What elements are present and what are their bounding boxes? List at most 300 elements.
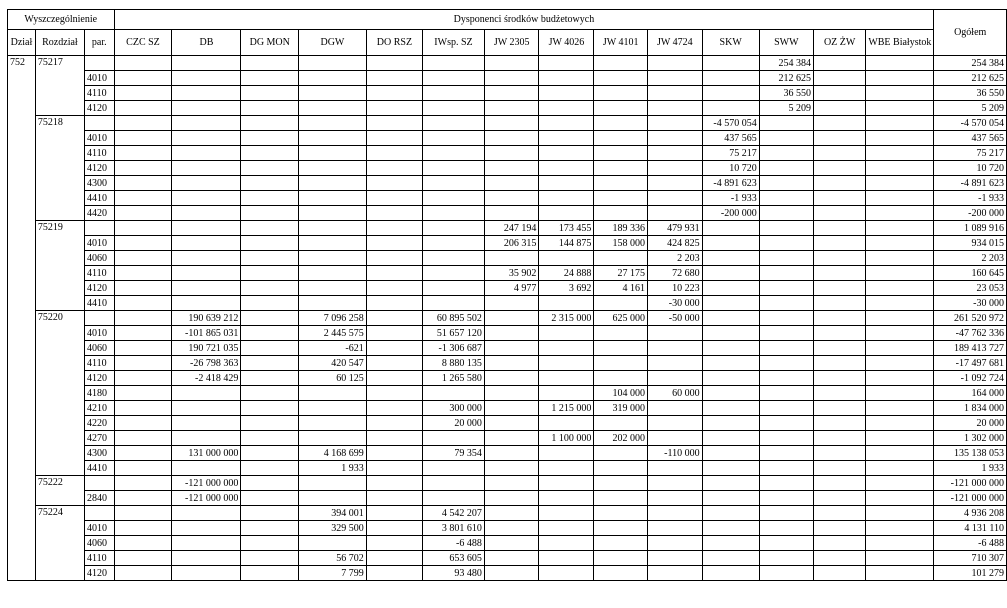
value-cell: 394 001 — [299, 506, 367, 521]
value-cell — [114, 266, 172, 281]
value-cell: 10 223 — [648, 281, 703, 296]
value-cell — [423, 146, 485, 161]
value-cell — [366, 176, 422, 191]
table-row — [8, 176, 1007, 191]
value-cell — [866, 476, 934, 491]
value-cell — [423, 296, 485, 311]
value-cell — [241, 56, 299, 71]
table-row — [8, 116, 1007, 131]
value-cell — [702, 506, 759, 521]
value-cell: 131 000 000 — [172, 446, 241, 461]
value-cell — [366, 506, 422, 521]
value-cell — [423, 131, 485, 146]
value-cell — [594, 416, 648, 431]
header-unit: DB — [172, 30, 241, 56]
value-cell — [172, 431, 241, 446]
value-cell — [241, 326, 299, 341]
value-cell — [484, 506, 539, 521]
value-cell — [366, 461, 422, 476]
value-cell — [366, 371, 422, 386]
value-cell — [484, 101, 539, 116]
value-cell — [648, 551, 703, 566]
rozdzial-cell: 75224 — [35, 506, 84, 581]
value-cell — [594, 161, 648, 176]
value-cell — [594, 461, 648, 476]
value-cell — [648, 431, 703, 446]
value-cell: 104 000 — [594, 386, 648, 401]
value-cell — [702, 566, 759, 581]
value-cell — [366, 191, 422, 206]
value-cell: 35 902 — [484, 266, 539, 281]
value-cell — [366, 161, 422, 176]
value-cell — [114, 236, 172, 251]
value-cell — [813, 461, 865, 476]
value-cell — [866, 251, 934, 266]
value-cell: -200 000 — [702, 206, 759, 221]
header-unit: IWsp. SZ — [423, 30, 485, 56]
value-cell — [241, 521, 299, 536]
value-cell — [702, 101, 759, 116]
value-cell — [114, 371, 172, 386]
value-cell — [423, 251, 485, 266]
value-cell — [172, 266, 241, 281]
total-cell: 189 413 727 — [934, 341, 1007, 356]
value-cell — [484, 476, 539, 491]
table-row — [8, 491, 1007, 506]
total-cell: 5 209 — [934, 101, 1007, 116]
value-cell — [299, 281, 367, 296]
value-cell — [866, 446, 934, 461]
value-cell: 3 801 610 — [423, 521, 485, 536]
value-cell — [241, 311, 299, 326]
total-cell: 23 053 — [934, 281, 1007, 296]
value-cell: 60 000 — [648, 386, 703, 401]
value-cell — [366, 521, 422, 536]
value-cell — [648, 101, 703, 116]
value-cell — [866, 116, 934, 131]
value-cell — [759, 281, 813, 296]
value-cell — [114, 281, 172, 296]
value-cell — [866, 566, 934, 581]
value-cell — [366, 206, 422, 221]
value-cell — [299, 491, 367, 506]
value-cell — [241, 131, 299, 146]
value-cell — [172, 521, 241, 536]
value-cell — [241, 281, 299, 296]
value-cell — [813, 536, 865, 551]
value-cell — [423, 161, 485, 176]
value-cell — [866, 56, 934, 71]
value-cell — [813, 521, 865, 536]
value-cell — [813, 281, 865, 296]
value-cell — [366, 476, 422, 491]
value-cell — [539, 101, 594, 116]
value-cell: 10 720 — [702, 161, 759, 176]
value-cell — [114, 461, 172, 476]
value-cell — [423, 176, 485, 191]
value-cell: 93 480 — [423, 566, 485, 581]
value-cell — [648, 131, 703, 146]
total-cell: -121 000 000 — [934, 491, 1007, 506]
value-cell — [299, 296, 367, 311]
value-cell — [114, 431, 172, 446]
value-cell — [866, 191, 934, 206]
value-cell — [114, 566, 172, 581]
table-row — [8, 71, 1007, 86]
table-row — [8, 221, 1007, 236]
value-cell — [813, 206, 865, 221]
value-cell — [648, 176, 703, 191]
table-row — [8, 416, 1007, 431]
value-cell: 144 875 — [539, 236, 594, 251]
value-cell — [702, 356, 759, 371]
value-cell — [866, 176, 934, 191]
value-cell — [366, 236, 422, 251]
value-cell: 190 721 035 — [172, 341, 241, 356]
value-cell — [241, 386, 299, 401]
value-cell: 24 888 — [539, 266, 594, 281]
value-cell — [299, 416, 367, 431]
value-cell: 79 354 — [423, 446, 485, 461]
value-cell — [866, 401, 934, 416]
value-cell — [813, 266, 865, 281]
value-cell — [702, 416, 759, 431]
par-cell — [84, 221, 114, 236]
header-ogolem: Ogółem — [934, 10, 1007, 56]
value-cell: 158 000 — [594, 236, 648, 251]
table-row — [8, 521, 1007, 536]
value-cell — [702, 401, 759, 416]
value-cell — [484, 326, 539, 341]
value-cell — [759, 176, 813, 191]
value-cell: -121 000 000 — [172, 476, 241, 491]
value-cell — [299, 386, 367, 401]
value-cell — [759, 461, 813, 476]
value-cell — [423, 206, 485, 221]
value-cell — [813, 236, 865, 251]
total-cell: -17 497 681 — [934, 356, 1007, 371]
value-cell — [866, 461, 934, 476]
value-cell — [172, 86, 241, 101]
value-cell — [759, 131, 813, 146]
par-cell: 4110 — [84, 146, 114, 161]
rozdzial-cell: 75217 — [35, 56, 84, 116]
par-cell: 4010 — [84, 236, 114, 251]
par-cell: 4010 — [84, 326, 114, 341]
table-row — [8, 251, 1007, 266]
value-cell — [866, 311, 934, 326]
value-cell — [759, 251, 813, 266]
value-cell: 1 933 — [299, 461, 367, 476]
value-cell — [594, 296, 648, 311]
value-cell — [299, 251, 367, 266]
value-cell: 51 657 120 — [423, 326, 485, 341]
value-cell — [702, 236, 759, 251]
header-unit: DGW — [299, 30, 367, 56]
value-cell — [484, 566, 539, 581]
value-cell — [702, 371, 759, 386]
value-cell — [241, 251, 299, 266]
value-cell — [114, 221, 172, 236]
value-cell — [866, 326, 934, 341]
value-cell — [702, 56, 759, 71]
value-cell — [539, 131, 594, 146]
value-cell — [241, 116, 299, 131]
value-cell — [241, 371, 299, 386]
value-cell — [759, 416, 813, 431]
par-cell: 4060 — [84, 251, 114, 266]
value-cell — [241, 566, 299, 581]
value-cell — [759, 401, 813, 416]
value-cell: 2 445 575 — [299, 326, 367, 341]
value-cell — [114, 551, 172, 566]
value-cell — [241, 146, 299, 161]
value-cell: 1 265 580 — [423, 371, 485, 386]
value-cell — [172, 281, 241, 296]
value-cell — [366, 536, 422, 551]
value-cell — [366, 491, 422, 506]
value-cell: -110 000 — [648, 446, 703, 461]
value-cell — [114, 401, 172, 416]
value-cell — [648, 71, 703, 86]
value-cell — [813, 116, 865, 131]
value-cell — [866, 536, 934, 551]
value-cell: 479 931 — [648, 221, 703, 236]
value-cell — [813, 56, 865, 71]
total-cell: -4 570 054 — [934, 116, 1007, 131]
value-cell — [484, 341, 539, 356]
value-cell — [114, 506, 172, 521]
value-cell — [241, 86, 299, 101]
value-cell — [299, 71, 367, 86]
value-cell — [241, 491, 299, 506]
par-cell: 4110 — [84, 551, 114, 566]
value-cell — [648, 86, 703, 101]
value-cell — [648, 371, 703, 386]
value-cell — [759, 521, 813, 536]
value-cell — [702, 251, 759, 266]
value-cell — [702, 461, 759, 476]
par-cell — [84, 311, 114, 326]
value-cell — [366, 221, 422, 236]
value-cell — [484, 491, 539, 506]
value-cell — [484, 386, 539, 401]
value-cell — [866, 236, 934, 251]
value-cell — [702, 476, 759, 491]
value-cell: 60 125 — [299, 371, 367, 386]
value-cell — [423, 266, 485, 281]
value-cell: 5 209 — [759, 101, 813, 116]
value-cell — [241, 206, 299, 221]
value-cell — [366, 356, 422, 371]
value-cell — [648, 536, 703, 551]
value-cell: 3 692 — [539, 281, 594, 296]
header-unit: JW 2305 — [484, 30, 539, 56]
value-cell: -1 933 — [702, 191, 759, 206]
value-cell — [866, 71, 934, 86]
value-cell — [366, 566, 422, 581]
value-cell — [539, 191, 594, 206]
value-cell — [813, 86, 865, 101]
value-cell — [759, 296, 813, 311]
value-cell: -50 000 — [648, 311, 703, 326]
value-cell — [594, 371, 648, 386]
value-cell — [648, 476, 703, 491]
total-cell: 160 645 — [934, 266, 1007, 281]
value-cell — [594, 131, 648, 146]
value-cell — [114, 491, 172, 506]
value-cell: -121 000 000 — [172, 491, 241, 506]
par-cell: 4420 — [84, 206, 114, 221]
total-cell: 135 138 053 — [934, 446, 1007, 461]
par-cell: 4110 — [84, 266, 114, 281]
value-cell — [114, 536, 172, 551]
value-cell — [423, 236, 485, 251]
par-cell: 4180 — [84, 386, 114, 401]
value-cell — [366, 416, 422, 431]
value-cell — [866, 206, 934, 221]
value-cell — [241, 176, 299, 191]
table-row — [8, 446, 1007, 461]
value-cell: 4 168 699 — [299, 446, 367, 461]
value-cell — [759, 386, 813, 401]
value-cell — [702, 86, 759, 101]
value-cell — [114, 86, 172, 101]
par-cell: 4410 — [84, 296, 114, 311]
value-cell — [594, 536, 648, 551]
value-cell — [366, 446, 422, 461]
value-cell — [539, 461, 594, 476]
value-cell — [114, 176, 172, 191]
value-cell — [759, 371, 813, 386]
value-cell — [648, 491, 703, 506]
value-cell — [759, 311, 813, 326]
value-cell — [759, 116, 813, 131]
value-cell — [241, 401, 299, 416]
value-cell — [759, 341, 813, 356]
par-cell: 4300 — [84, 176, 114, 191]
value-cell — [114, 386, 172, 401]
value-cell — [299, 476, 367, 491]
value-cell — [648, 161, 703, 176]
value-cell — [813, 161, 865, 176]
value-cell — [366, 311, 422, 326]
rozdzial-cell: 75219 — [35, 221, 84, 311]
value-cell — [648, 506, 703, 521]
value-cell — [114, 521, 172, 536]
value-cell: -101 865 031 — [172, 326, 241, 341]
header-par: par. — [84, 30, 114, 56]
value-cell — [759, 551, 813, 566]
value-cell — [241, 266, 299, 281]
par-cell: 4060 — [84, 536, 114, 551]
value-cell — [114, 311, 172, 326]
value-cell — [702, 386, 759, 401]
value-cell: 4 542 207 — [423, 506, 485, 521]
value-cell — [813, 491, 865, 506]
value-cell — [759, 266, 813, 281]
value-cell — [484, 401, 539, 416]
par-cell: 4010 — [84, 521, 114, 536]
value-cell — [539, 371, 594, 386]
value-cell — [114, 116, 172, 131]
value-cell — [759, 206, 813, 221]
value-cell — [702, 71, 759, 86]
value-cell — [299, 431, 367, 446]
value-cell — [539, 146, 594, 161]
value-cell — [366, 71, 422, 86]
value-cell: -2 418 429 — [172, 371, 241, 386]
par-cell: 4010 — [84, 131, 114, 146]
table-row — [8, 206, 1007, 221]
value-cell — [114, 251, 172, 266]
table-row — [8, 566, 1007, 581]
value-cell — [366, 401, 422, 416]
value-cell — [114, 356, 172, 371]
value-cell — [813, 221, 865, 236]
value-cell — [866, 521, 934, 536]
value-cell — [299, 101, 367, 116]
value-cell — [299, 161, 367, 176]
par-cell: 4210 — [84, 401, 114, 416]
value-cell — [366, 56, 422, 71]
value-cell — [594, 71, 648, 86]
value-cell — [241, 191, 299, 206]
value-cell — [813, 386, 865, 401]
value-cell — [172, 206, 241, 221]
value-cell: 190 639 212 — [172, 311, 241, 326]
value-cell — [484, 131, 539, 146]
value-cell — [172, 401, 241, 416]
table-row — [8, 371, 1007, 386]
value-cell — [114, 296, 172, 311]
value-cell — [423, 476, 485, 491]
par-cell — [84, 116, 114, 131]
total-cell: -121 000 000 — [934, 476, 1007, 491]
total-cell: 710 307 — [934, 551, 1007, 566]
value-cell — [594, 566, 648, 581]
value-cell — [759, 431, 813, 446]
rozdzial-cell: 75220 — [35, 311, 84, 476]
total-cell: 75 217 — [934, 146, 1007, 161]
par-cell: 4110 — [84, 86, 114, 101]
value-cell — [594, 116, 648, 131]
par-cell: 4060 — [84, 341, 114, 356]
value-cell — [539, 476, 594, 491]
value-cell — [299, 401, 367, 416]
header-wyszczegolnienie: Wyszczególnienie — [8, 10, 115, 30]
value-cell — [366, 551, 422, 566]
value-cell — [648, 56, 703, 71]
value-cell — [484, 296, 539, 311]
value-cell: 300 000 — [423, 401, 485, 416]
value-cell — [813, 356, 865, 371]
value-cell — [114, 71, 172, 86]
value-cell — [866, 341, 934, 356]
value-cell — [172, 386, 241, 401]
value-cell — [366, 86, 422, 101]
table-row — [8, 401, 1007, 416]
value-cell — [484, 146, 539, 161]
value-cell — [241, 356, 299, 371]
value-cell: 329 500 — [299, 521, 367, 536]
value-cell: 437 565 — [702, 131, 759, 146]
value-cell — [484, 521, 539, 536]
value-cell — [299, 191, 367, 206]
total-cell: 1 834 000 — [934, 401, 1007, 416]
value-cell — [866, 491, 934, 506]
table-row — [8, 461, 1007, 476]
